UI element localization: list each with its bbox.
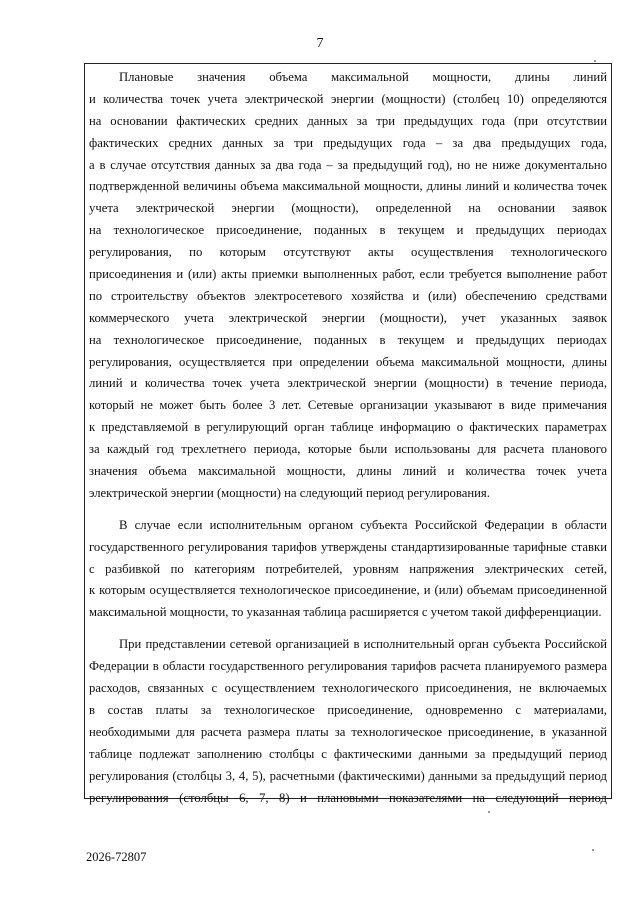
page-number: 7: [316, 36, 324, 51]
scan-speck: [594, 60, 596, 62]
text-line: линий и количества точек учета электрической энергии (мощности) в течение периода,: [89, 376, 607, 391]
text-line: регулирования (столбцы 3, 4, 5), расчетными (фактическими) данными за предыдущий период: [89, 768, 607, 783]
text-line: на технологическое присоединение, поданных в текущем и предыдущих периодах: [89, 223, 607, 238]
paragraph: [89, 67, 607, 505]
text-line: регулирования, по которым отсутствуют акты осуществления технологического: [89, 245, 607, 260]
text-line: государственного регулирования тарифов утверждены стандартизированные тарифные ставки: [89, 539, 607, 554]
text-line: регулирования (столбцы 6, 7, 8) и плановыми показателями на следующий период: [89, 790, 607, 805]
text-line: максимальной мощности, то указанная таблица расширяется с учетом такой дифференциации.: [89, 605, 602, 620]
text-line: а в случае отсутствия данных за два года – за предыдущий год), но не ниже документально: [89, 157, 607, 172]
text-line: значения объема максимальной мощности, длины линий и количества точек учета: [89, 464, 607, 479]
scan-speck: [592, 849, 594, 851]
text-line: к которым осуществляется технологическое присоединение, и (или) объемам присоединенной: [89, 583, 607, 598]
paragraph-gap: [89, 505, 607, 515]
text-line: учета электрической энергии (мощности), определенной на основании заявок: [89, 201, 607, 216]
paragraph: [89, 634, 607, 809]
text-line: за каждый год трехлетнего периода, которые были использованы для расчета планового: [89, 442, 607, 457]
text-line: в состав платы за технологическое присоединение, одновременно с материалами,: [89, 702, 607, 717]
text-line: присоединения и (или) акты приемки выполненных работ, если требуется выполнение работ: [89, 267, 607, 282]
text-line: коммерческого учета электрической энергии (мощности), учет указанных заявок: [89, 310, 607, 325]
document-body: [89, 67, 607, 809]
text-line: и количества точек учета электрической энергии (мощности) (столбец 10) определяются: [89, 91, 607, 106]
text-line: При представлении сетевой организацией в исполнительный орган субъекта Российской: [119, 637, 607, 652]
text-line: который не может быть более 3 лет. Сетевые организации указывают в виде примечания: [89, 398, 607, 413]
text-line: электрической энергии (мощности) на следующий период регулирования.: [89, 485, 490, 500]
text-line: Плановые значения объема максимальной мощности, длины линий: [119, 70, 607, 84]
scan-speck: [488, 811, 490, 813]
document-code: 2026-72807: [86, 850, 147, 864]
text-line: фактических средних данных за три предыдущих года – за два предыдущих года,: [89, 135, 607, 150]
text-line: с разбивкой по категориям потребителей, уровням напряжения электрических сетей,: [89, 561, 607, 576]
text-line: по строительству объектов электросетевого хозяйства и (или) обеспечению средствами: [89, 288, 607, 303]
text-line: В случае если исполнительным органом субъекта Российской Федерации в области: [119, 517, 607, 532]
paragraph-gap: [89, 624, 607, 634]
text-line: на технологическое присоединение, поданных в текущем и предыдущих периодах: [89, 332, 607, 347]
paragraph: [89, 515, 607, 624]
text-line: регулирования, осуществляется при определении объема максимальной мощности, длины: [89, 354, 607, 369]
text-line: необходимыми для расчета размера платы за технологическое присоединение, в указанной: [89, 724, 607, 739]
text-line: к представляемой в регулирующий орган таблице информацию о фактических параметрах: [89, 420, 607, 435]
text-line: расходов, связанных с осуществлением технологического присоединения, не включаемых: [89, 681, 607, 696]
text-line: Федерации в области государственного регулирования тарифов расчета планируемого размера: [89, 659, 607, 674]
text-line: таблице подлежат заполнению столбцы с фактическими данными за предыдущий период: [89, 746, 607, 761]
text-line: на основании фактических средних данных за три предыдущих года (при отсутствии: [89, 113, 607, 128]
text-line: подтвержденной величины объема максимальной мощности, длины линий и количества точек: [89, 179, 607, 194]
